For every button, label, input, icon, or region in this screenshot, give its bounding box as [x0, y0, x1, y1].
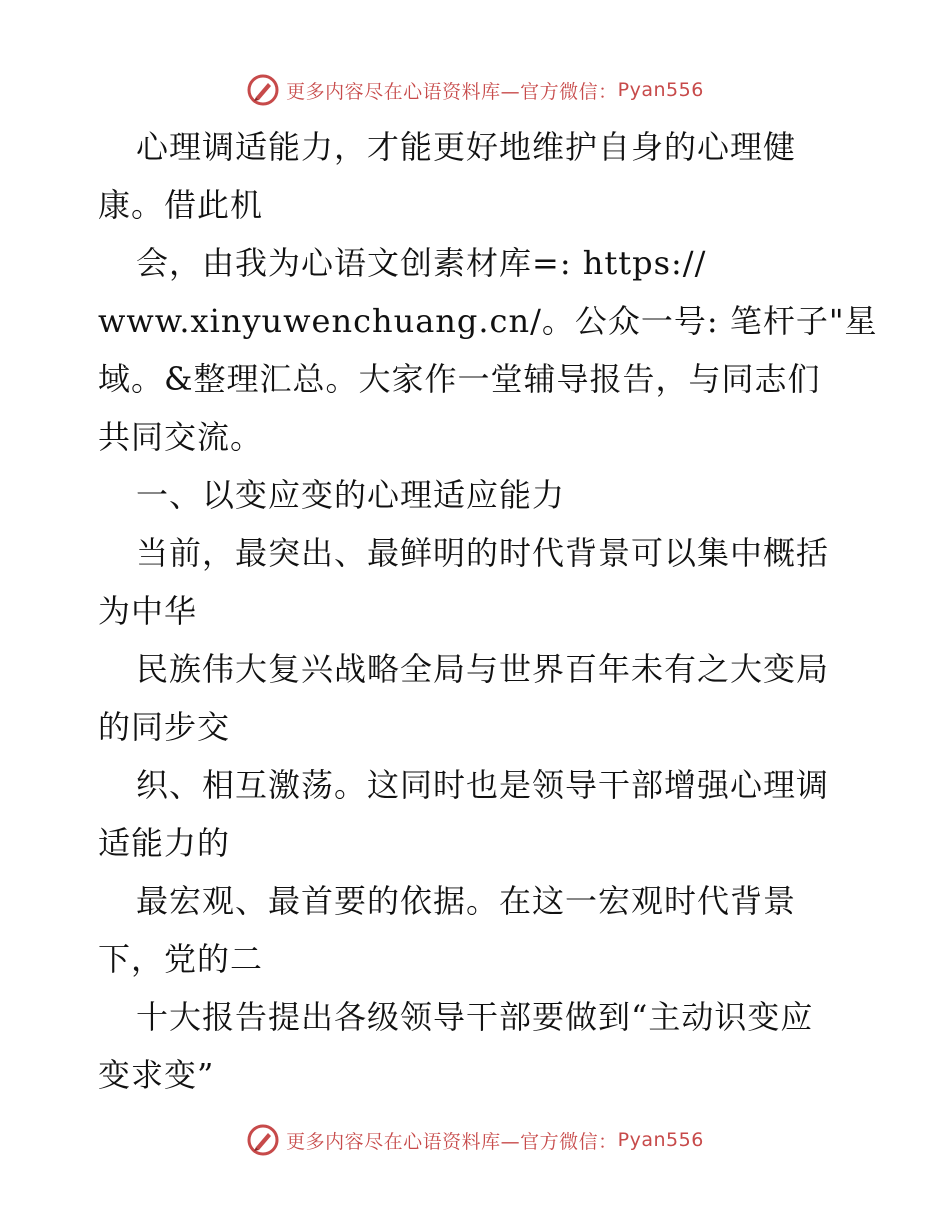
watermark-text: 更多内容尽在心语资料库—官方微信：	[286, 1130, 618, 1153]
text-line: 织、相互激荡。这同时也是领导干部增强心理调	[136, 766, 830, 804]
text-line: 康。借此机	[98, 186, 264, 224]
text-line: 变求变”	[98, 1056, 215, 1094]
text-line: 最宏观、最首要的依据。在这一宏观时代背景	[136, 882, 797, 920]
header-watermark	[0, 72, 950, 108]
document-body	[98, 118, 878, 1104]
text-line: 心理调适能力，才能更好地维护自身的心理健	[136, 128, 797, 166]
watermark-account: Pyan556	[617, 1129, 704, 1151]
text-line: 会，由我为心语文创素材库=: https://	[136, 244, 707, 282]
text-line: www.xinyuwenchuang.cn/。公众一号: 笔杆子"星	[98, 302, 878, 340]
text-line: 十大报告提出各级领导干部要做到“主动识变应	[136, 998, 814, 1036]
text-line: 共同交流。	[98, 418, 264, 456]
text-line: 域。&整理汇总。大家作一堂辅导报告，与同志们	[98, 360, 821, 398]
watermark-account: Pyan556	[617, 79, 704, 101]
watermark-text: 更多内容尽在心语资料库—官方微信：	[286, 80, 618, 103]
text-line: 适能力的	[98, 824, 231, 862]
text-line: 为中华	[98, 592, 198, 630]
section-heading: 一、以变应变的心理适应能力	[136, 476, 566, 514]
footer-watermark	[0, 1122, 950, 1158]
pen-logo-icon	[246, 1123, 280, 1157]
text-line: 下，党的二	[98, 940, 264, 978]
pen-logo-icon	[246, 73, 280, 107]
text-line: 的同步交	[98, 708, 231, 746]
text-line: 民族伟大复兴战略全局与世界百年未有之大变局	[136, 650, 830, 688]
text-line: 当前，最突出、最鲜明的时代背景可以集中概括	[136, 534, 830, 572]
